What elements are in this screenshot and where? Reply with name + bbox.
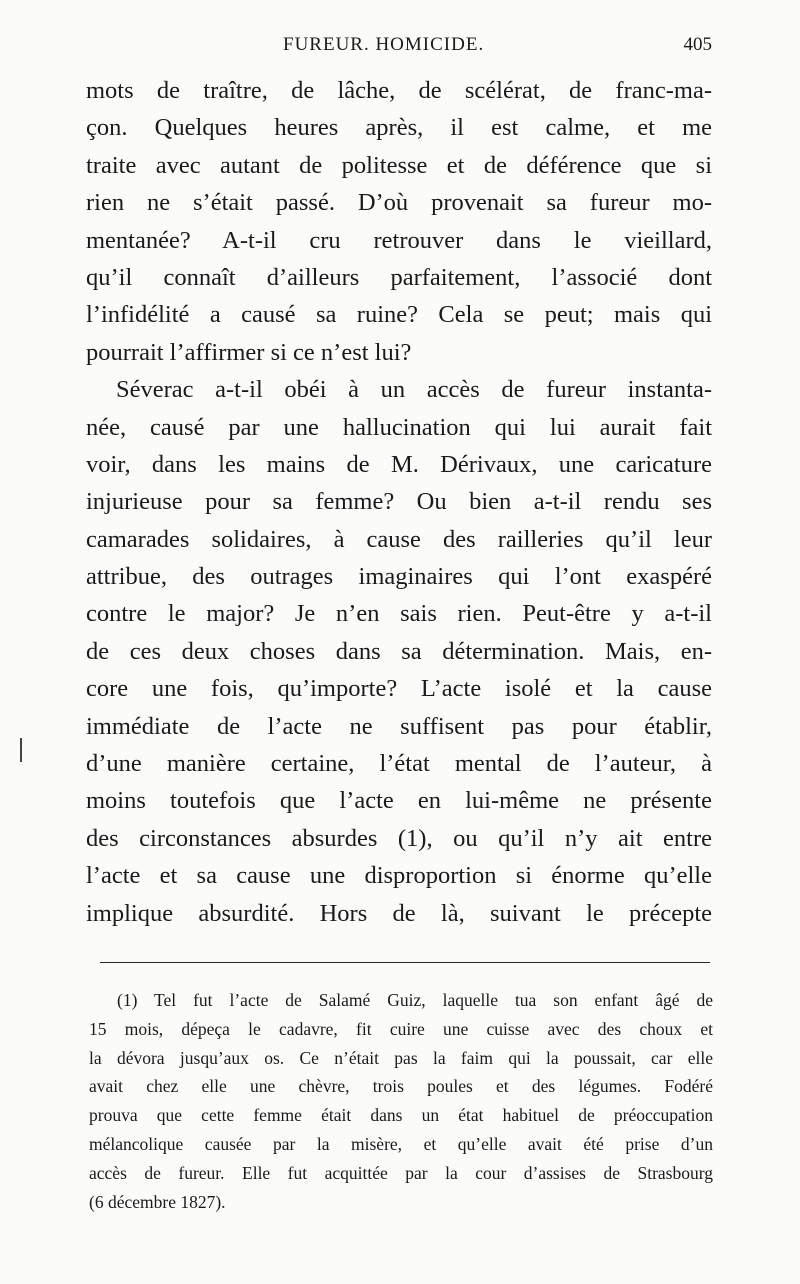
body-text bbox=[86, 72, 712, 932]
text-line: née, causé par une hallucination qui lui aurait fait bbox=[86, 413, 712, 441]
footnote-line: avait chez elle une chèvre, trois poules et des légumes. Fodéré bbox=[89, 1076, 713, 1097]
text-line: l’acte et sa cause une disproportion si énorme qu’elle bbox=[86, 862, 712, 890]
footnote-line: (1) Tel fut l’acte de Salamé Guiz, laquelle tua son enfant âgé de bbox=[117, 990, 713, 1010]
running-title: FUREUR. HOMICIDE. bbox=[283, 34, 485, 55]
footnote-line: 15 mois, dépeça le cadavre, fit cuire une cuisse avec des choux et bbox=[89, 1018, 713, 1039]
page-number: 405 bbox=[683, 34, 712, 55]
text-line: camarades solidaires, à cause des railleries qu’il leur bbox=[86, 525, 712, 553]
text-line: immédiate de l’acte ne suffisent pas pour établir, bbox=[86, 712, 712, 740]
footnote-rule bbox=[100, 962, 710, 963]
footnote-line: la dévora jusqu’aux os. Ce n’était pas la faim qui la poussait, car elle bbox=[89, 1047, 713, 1068]
text-line: rien ne s’était passé. D’où provenait sa fureur mo- bbox=[86, 189, 712, 217]
text-line: l’infidélité a causé sa ruine? Cela se peut; mais qui bbox=[86, 301, 712, 329]
text-line: çon. Quelques heures après, il est calme, et me bbox=[86, 114, 712, 142]
text-line: qu’il connaît d’ailleurs parfaitement, l’associé dont bbox=[86, 263, 712, 291]
text-line: injurieuse pour sa femme? Ou bien a-t-il rendu ses bbox=[86, 488, 712, 516]
text-line: contre le major? Je n’en sais rien. Peut-être y a-t-il bbox=[86, 600, 712, 628]
footnotes bbox=[89, 986, 713, 1216]
text-line: traite avec autant de politesse et de déférence que si bbox=[86, 151, 712, 179]
footnote-line: prouva que cette femme était dans un état habituel de préoccupation bbox=[89, 1105, 713, 1126]
text-line: de ces deux choses dans sa détermination. Mais, en- bbox=[86, 637, 712, 665]
text-line: mentanée? A-t-il cru retrouver dans le vieillard, bbox=[86, 226, 712, 254]
page-header bbox=[88, 34, 712, 64]
margin-mark bbox=[20, 738, 22, 762]
text-line: moins toutefois que l’acte en lui-même ne présente bbox=[86, 787, 712, 815]
text-line: Séverac a-t-il obéi à un accès de fureur instanta- bbox=[116, 376, 712, 404]
text-line: attribue, des outrages imaginaires qui l’ont exaspéré bbox=[86, 563, 712, 591]
text-line: voir, dans les mains de M. Dérivaux, une caricature bbox=[86, 450, 712, 478]
text-line: des circonstances absurdes (1), ou qu’il n’y ait entre bbox=[86, 824, 712, 852]
text-line: pourrait l’affirmer si ce n’est lui? bbox=[86, 338, 412, 366]
text-line: core une fois, qu’importe? L’acte isolé et la cause bbox=[86, 675, 712, 703]
text-line: implique absurdité. Hors de là, suivant le précepte bbox=[86, 899, 712, 927]
footnote-line: accès de fureur. Elle fut acquittée par la cour d’assises de Strasbourg bbox=[89, 1162, 713, 1183]
footnote-line: (6 décembre 1827). bbox=[89, 1191, 226, 1212]
text-line: d’une manière certaine, l’état mental de l’auteur, à bbox=[86, 750, 712, 778]
footnote-line: mélancolique causée par la misère, et qu’elle avait été prise d’un bbox=[89, 1133, 713, 1154]
text-line: mots de traître, de lâche, de scélérat, de franc-ma- bbox=[86, 77, 712, 104]
